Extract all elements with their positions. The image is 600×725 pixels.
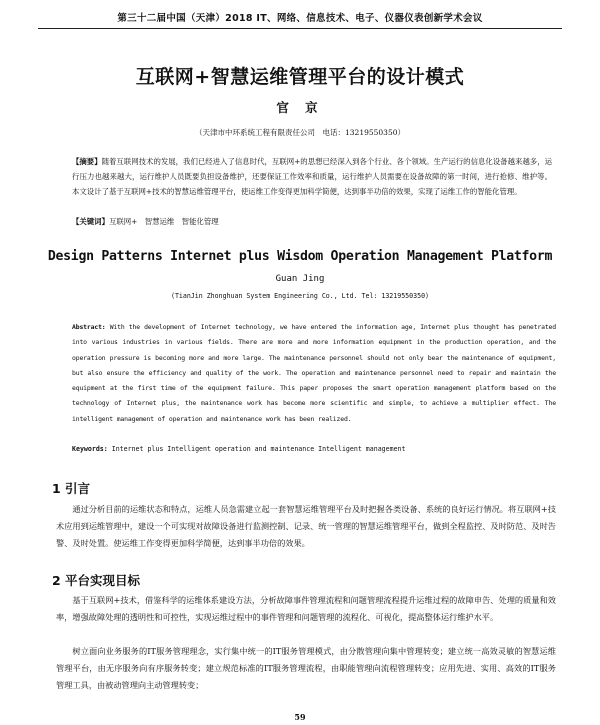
keywords-cn [72,214,552,229]
abstract-en-text: With the development of Internet technology, we have entered the information age, Internet plus thought has penetrated into various industries in various fields. There are more and more information equipment in the production operation, and the operation pressure is becoming more and more large. The maintenance personnel should not only bear the maintenance of equipment, but also ensure the efficiency and quality of the work. The operation and maintenance personnel need to repair and maintain the equipment at the first time of the equipment failure. This paper proposes the smart operation management platform based on the technology of Internet plus, the maintenance work has become more scientific and simple, to achieve a multiplier effect. The intelligent management of operation and maintenance work has been realized. [72,323,556,423]
paper-title-cn: 互联网+智慧运维管理平台的设计模式 [135,66,465,88]
page-number: 59 [294,712,306,722]
abstract-en [72,320,556,427]
section-2-paragraph-1: 基于互联网+技术，借鉴科学的运维体系建设方法，分析故障事件管理流程和问题管理流程提升运维过程的故障申告、处理的质量和效率，增强故障处理的透明性和可控性，实现运维过程中的事件管理和问题管理的流程化、可视化，提高整体运行维护水平。 [56,595,556,622]
abstract-cn-label: 【摘要】 [72,157,102,166]
section-1-heading: 1 引言 [52,481,91,496]
affiliation-cn: （天津市中环系统工程有限责任公司 电话：13219550350） [195,128,405,137]
author-cn: 官 京 [276,100,324,115]
paper-title-en: Design Patterns Internet plus Wisdom Operation Management Platform [47,249,553,264]
abstract-en-label: Abstract: [72,323,106,331]
header-rule [38,28,562,29]
keywords-cn-label: 【关键词】 [72,217,109,226]
section-2-paragraph-2: 树立面向业务服务的IT服务管理理念，实行集中统一的IT服务管理模式，由分散管理向集中管理转变；建立统一高效灵敏的智慧运维管理平台，由无序服务向有序服务转变；建立规范标准的IT服务管理流程，由职能管理向流程管理转变；应用先进、实用、高效的IT服务管理工具，由被动管理向主动管理转变； [56,646,556,690]
section-1-paragraph: 通过分析目前的运维状态和特点，运维人员急需建立起一套智慧运维管理平台及时把握各类设备、系统的良好运行情况。将互联网+技术应用到运维管理中，建设一个可实现对故障设备进行监测控制、记录、统一管理的智慧运维管理平台，做到全程监控、及时防范、及时告警、及时处置。使运维工作变得更加科学简便，达到事半功倍的效果。 [56,504,556,548]
keywords-cn-text: 互联网+ 智慧运维 智能化管理 [108,217,219,226]
abstract-cn [72,154,552,199]
keywords-en [72,445,556,453]
author-en: Guan Jing [275,274,325,284]
section-2-heading: 2 平台实现目标 [52,573,141,588]
affiliation-en: (TianJin Zhonghuan System Engineering Co., Ltd. Tel: 13219550350) [170,292,430,300]
abstract-cn-text: 随着互联网技术的发展，我们已经进入了信息时代，互联网+的思想已经深入到各个行业、各个领域。生产运行的信息化设备越来越多，运行压力也越来越大，运行维护人员既要负担设备维护，还要保证工作效率和质量，运行维护人员需要在设备故障的第一时间，进行抢修、维护等。本文设计了基于互联网+技术的智慧运维管理平台，使运维工作变得更加科学简便，达到事半功倍的效果，实现了运维工作的智能化管理。 [72,157,552,196]
keywords-en-label: Keywords: [72,445,108,453]
conference-header: 第三十二届中国（天津）2018 IT、网络、信息技术、电子、仪器仪表创新学术会议 [117,13,483,24]
keywords-en-text: Internet plus Intelligent operation and maintenance Intelligent management [111,445,406,453]
